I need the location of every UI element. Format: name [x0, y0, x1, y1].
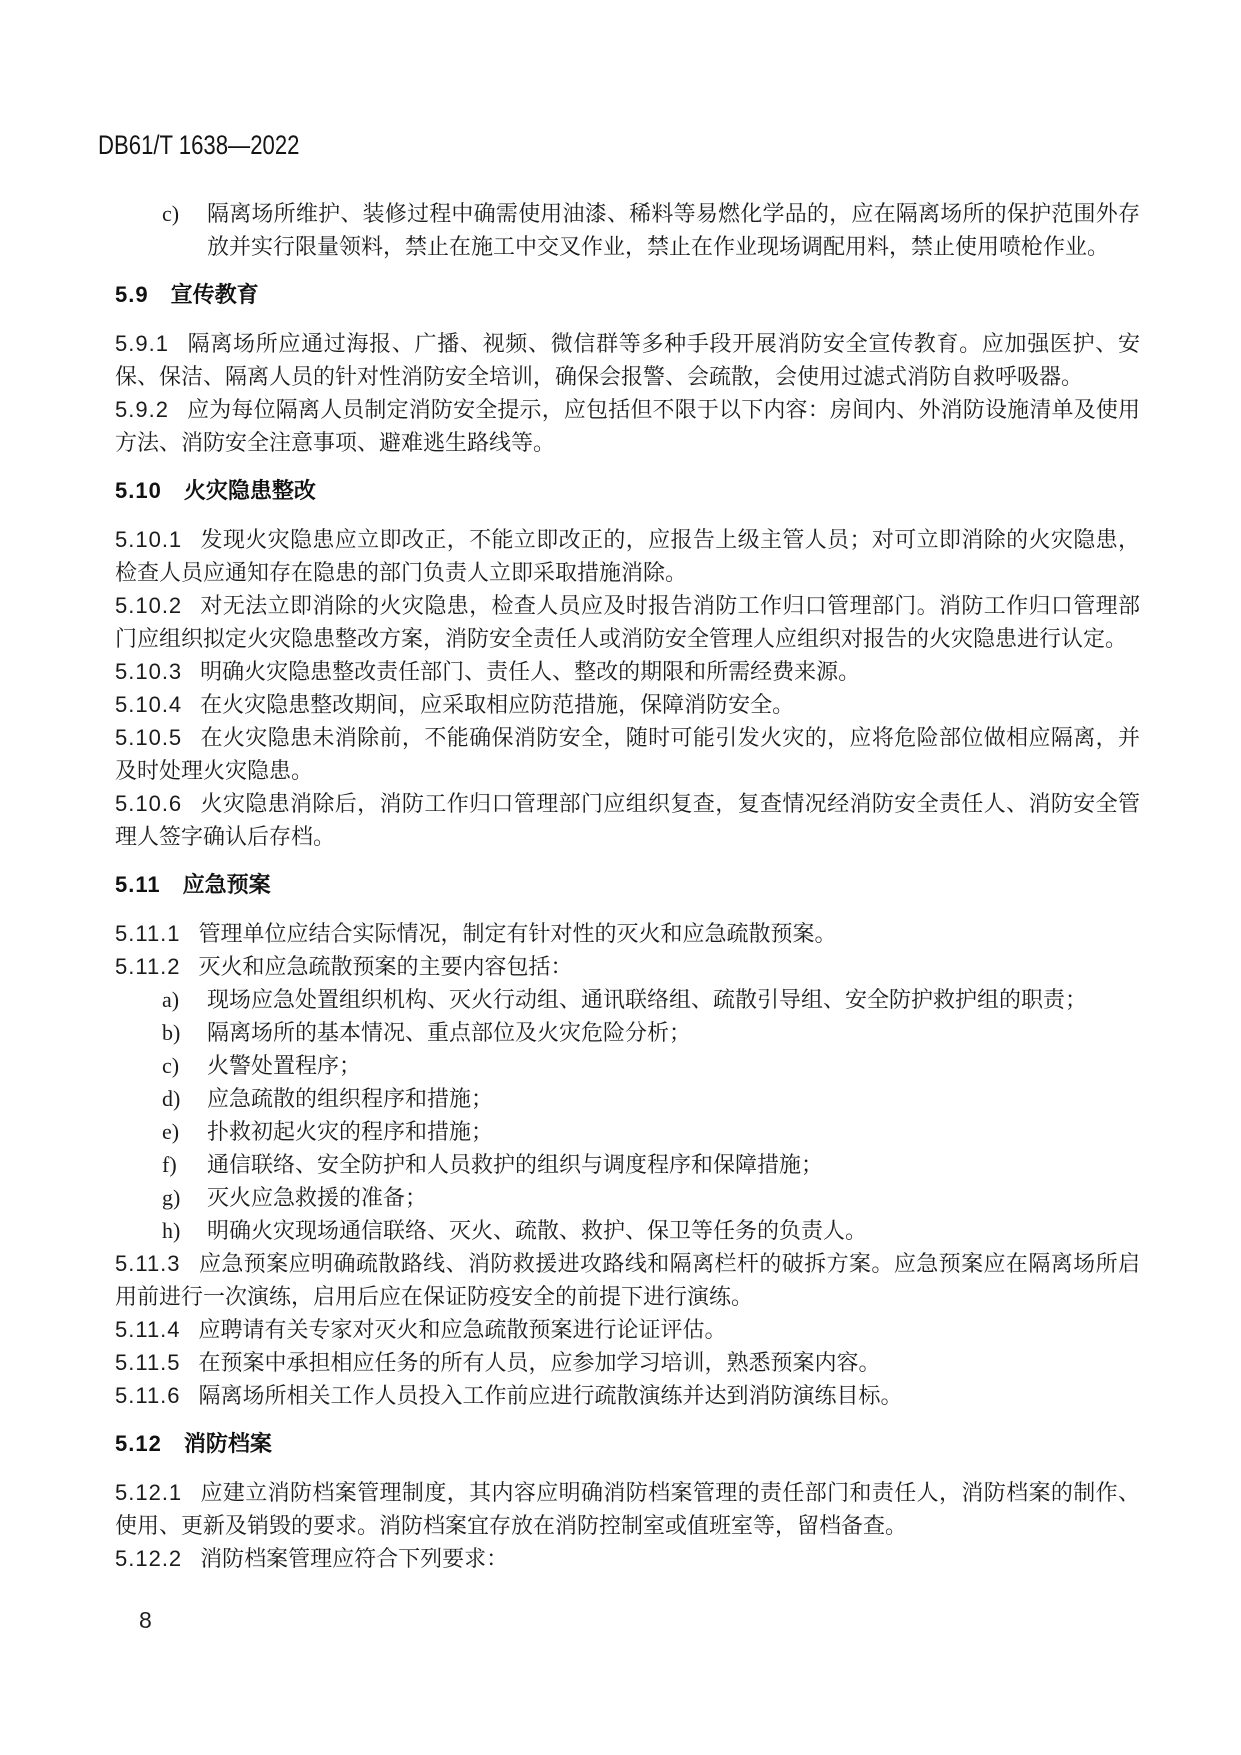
- list-label: f): [162, 1152, 177, 1177]
- clause: [115, 327, 1140, 393]
- clause-text: 管理单位应结合实际情况，制定有针对性的灭火和应急疏散预案。: [198, 921, 837, 946]
- clause-number: 5.10.5: [115, 725, 183, 750]
- list-text: 应急疏散的组织程序和措施；: [207, 1086, 494, 1111]
- clause-text: 消防档案管理应符合下列要求：: [200, 1546, 509, 1571]
- clause-text: 在预案中承担相应任务的所有人员，应参加学习培训，熟悉预案内容。: [198, 1350, 881, 1375]
- section-heading: [115, 474, 1140, 507]
- clause-text: 应聘请有关专家对灭火和应急疏散预案进行论证评估。: [198, 1317, 727, 1342]
- clause-number: 5.10.2: [115, 593, 183, 618]
- clause-number: 5.10.1: [115, 527, 183, 552]
- list-label: d): [162, 1086, 181, 1111]
- list-item: [115, 983, 1140, 1016]
- list-text: 灭火应急救援的准备；: [207, 1185, 428, 1210]
- standard-number-header: DB61/T 1638—2022: [98, 130, 300, 160]
- list-text: 隔离场所的基本情况、重点部位及火灾危险分析；: [207, 1020, 692, 1045]
- section-heading: [115, 868, 1140, 901]
- list-label: c): [162, 1053, 180, 1078]
- clause: [115, 721, 1140, 787]
- list-text: 隔离场所维护、装修过程中确需使用油漆、稀料等易燃化学品的，应在隔离场所的保护范围外存放并实行限量领料，禁止在施工中交叉作业，禁止在作业现场调配用料，禁止使用喷枪作业。: [207, 201, 1140, 259]
- clause: [115, 589, 1140, 655]
- heading-title: 宣传教育: [170, 282, 259, 307]
- clause-text: 在火灾隐患整改期间，应采取相应防范措施，保障消防安全。: [200, 692, 795, 717]
- clause-text: 隔离场所应通过海报、广播、视频、微信群等多种手段开展消防安全宣传教育。应加强医护、安保、保洁、隔离人员的针对性消防安全培训，确保会报警、会疏散，会使用过滤式消防自救呼吸器。: [115, 331, 1140, 389]
- clause: [115, 1542, 1140, 1575]
- clause-text: 应急预案应明确疏散路线、消防救援进攻路线和隔离栏杆的破拆方案。应急预案应在隔离场所启用前进行一次演练，启用后应在保证防疫安全的前提下进行演练。: [115, 1251, 1140, 1309]
- clause-text: 在火灾隐患未消除前，不能确保消防安全，随时可能引发火灾的，应将危险部位做相应隔离，并及时处理火灾隐患。: [115, 725, 1140, 783]
- heading-title: 应急预案: [182, 872, 271, 897]
- clause-text: 应建立消防档案管理制度，其内容应明确消防档案管理的责任部门和责任人，消防档案的制作、使用、更新及销毁的要求。消防档案宜存放在消防控制室或值班室等，留档备查。: [115, 1480, 1140, 1538]
- clause-number: 5.11.3: [115, 1251, 181, 1276]
- heading-title: 消防档案: [183, 1431, 272, 1456]
- list-label: h): [162, 1218, 181, 1243]
- clause-number: 5.11.2: [115, 954, 181, 979]
- list-label: e): [162, 1119, 180, 1144]
- clause-number: 5.9.1: [115, 331, 169, 356]
- clause: [115, 655, 1140, 688]
- document-content: [115, 197, 1140, 1575]
- clause: [115, 688, 1140, 721]
- list-item: [115, 1016, 1140, 1049]
- clause-number: 5.10.4: [115, 692, 183, 717]
- list-label: c): [162, 201, 180, 226]
- clause-number: 5.10.3: [115, 659, 183, 684]
- clause-text: 灭火和应急疏散预案的主要内容包括：: [198, 954, 573, 979]
- clause: [115, 1313, 1140, 1346]
- clause: [115, 1247, 1140, 1313]
- heading-number: 5.9: [115, 282, 149, 307]
- clause-text: 火灾隐患消除后，消防工作归口管理部门应组织复查，复查情况经消防安全责任人、消防安全管理人签字确认后存档。: [115, 791, 1140, 849]
- clause-text: 隔离场所相关工作人员投入工作前应进行疏散演练并达到消防演练目标。: [198, 1383, 903, 1408]
- list-label: g): [162, 1185, 181, 1210]
- list-label: b): [162, 1020, 181, 1045]
- list-item: [115, 1214, 1140, 1247]
- clause-number: 5.11.4: [115, 1317, 181, 1342]
- clause: [115, 787, 1140, 853]
- page-number: 8: [139, 1607, 152, 1633]
- list-item: [115, 1082, 1140, 1115]
- heading-title: 火灾隐患整改: [183, 478, 316, 503]
- list-label: a): [162, 987, 180, 1012]
- list-text: 火警处置程序；: [207, 1053, 362, 1078]
- clause-text: 发现火灾隐患应立即改正，不能立即改正的，应报告上级主管人员；对可立即消除的火灾隐患，检查人员应通知存在隐患的部门负责人立即采取措施消除。: [115, 527, 1140, 585]
- list-item: [115, 1115, 1140, 1148]
- list-item: [115, 197, 1140, 263]
- clause-number: 5.12.2: [115, 1546, 183, 1571]
- clause-number: 5.10.6: [115, 791, 183, 816]
- clause: [115, 1346, 1140, 1379]
- clause: [115, 523, 1140, 589]
- list-item: [115, 1049, 1140, 1082]
- list-item: [115, 1148, 1140, 1181]
- clause: [115, 1379, 1140, 1412]
- clause: [115, 950, 1140, 983]
- clause-text: 对无法立即消除的火灾隐患，检查人员应及时报告消防工作归口管理部门。消防工作归口管理部门应组织拟定火灾隐患整改方案，消防安全责任人或消防安全管理人应组织对报告的火灾隐患进行认定。: [115, 593, 1140, 651]
- clause-number: 5.11.1: [115, 921, 181, 946]
- clause: [115, 393, 1140, 459]
- list-text: 现场应急处置组织机构、灭火行动组、通讯联络组、疏散引导组、安全防护救护组的职责；: [207, 987, 1088, 1012]
- heading-number: 5.10: [115, 478, 162, 503]
- list-text: 扑救初起火灾的程序和措施；: [207, 1119, 494, 1144]
- clause: [115, 1476, 1140, 1542]
- clause-number: 5.11.6: [115, 1383, 181, 1408]
- section-heading: [115, 1427, 1140, 1460]
- heading-number: 5.11: [115, 872, 161, 897]
- clause-text: 明确火灾隐患整改责任部门、责任人、整改的期限和所需经费来源。: [200, 659, 861, 684]
- clause-text: 应为每位隔离人员制定消防安全提示，应包括但不限于以下内容：房间内、外消防设施清单及使用方法、消防安全注意事项、避难逃生路线等。: [115, 397, 1140, 455]
- clause-number: 5.9.2: [115, 397, 169, 422]
- list-text: 明确火灾现场通信联络、灭火、疏散、救护、保卫等任务的负责人。: [207, 1218, 868, 1243]
- clause-number: 5.12.1: [115, 1480, 183, 1505]
- list-text: 通信联络、安全防护和人员救护的组织与调度程序和保障措施；: [207, 1152, 824, 1177]
- clause-number: 5.11.5: [115, 1350, 181, 1375]
- section-heading: [115, 278, 1140, 311]
- heading-number: 5.12: [115, 1431, 162, 1456]
- list-item: [115, 1181, 1140, 1214]
- clause: [115, 917, 1140, 950]
